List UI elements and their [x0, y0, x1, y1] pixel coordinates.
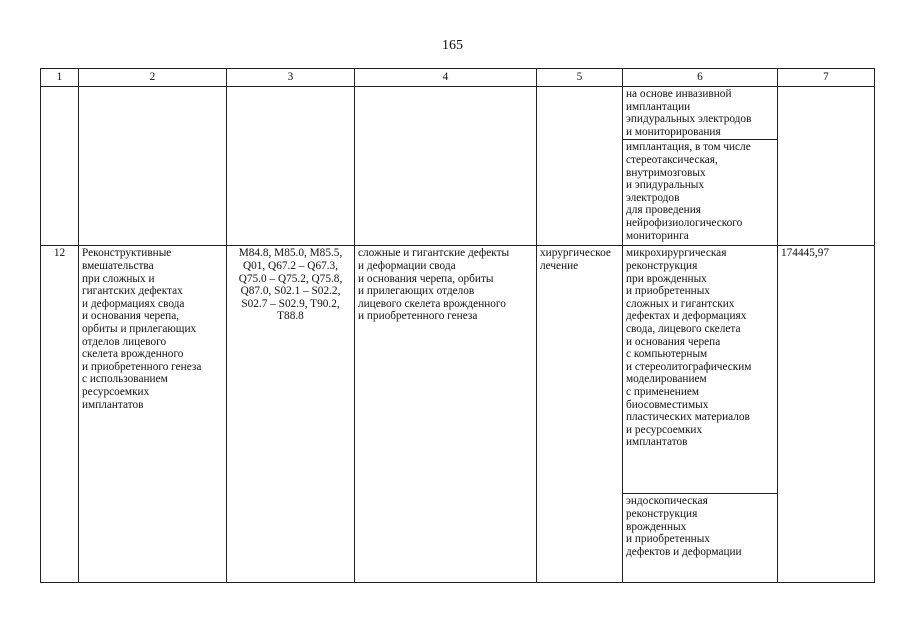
column-number-header-row: [41, 69, 875, 87]
empty-cost-cell: [778, 87, 875, 246]
medical-care-table: [40, 68, 875, 583]
empty-codes-cell: [227, 87, 355, 246]
column-header-7: 7: [778, 69, 875, 87]
method-cell: эндоскопическая реконструкция врожденных и приобретенных дефектов и деформации: [623, 494, 778, 583]
intervention-name-cell: Реконструктивные вмешательства при сложных и гигантских дефектах и деформациях свода и основания черепа, орбиты и прилегающих отделов лицевого скелета врожденного и приобретенного генеза с использованием ресурсоемких имплантатов: [79, 246, 227, 583]
method-cell: имплантация, в том числе стереотаксическая, внутримозговых и эпидуральных электродов для проведения нейрофизиологического мониторинга: [623, 140, 778, 246]
column-header-4: 4: [355, 69, 537, 87]
empty-model-cell: [355, 87, 537, 246]
method-cell: микрохирургическая реконструкция при врожденных и приобретенных сложных и гигантских дефектах и деформациях свода, лицевого скелета и основания черепа с компьютерным и стереолитографическим моделированием с применением биосовместимых пластических материалов и ресурсоемких имплантатов: [623, 246, 778, 494]
patient-model-cell: сложные и гигантские дефекты и деформации свода и основания черепа, орбиты и прилегающих отделов лицевого скелета врожденного и приобретенного генеза: [355, 246, 537, 583]
table-row-12: [41, 246, 875, 494]
page-number: 165: [442, 38, 463, 53]
column-header-5: 5: [537, 69, 623, 87]
empty-name-cell: [79, 87, 227, 246]
empty-treatment-cell: [537, 87, 623, 246]
icd-codes-cell: M84.8, M85.0, M85.5, Q01, Q67.2 – Q67.3, Q75.0 – Q75.2, Q75.8, Q87.0, S02.1 – S02.2, S02.7 – S02.9, T90.2, T88.8: [227, 246, 355, 583]
column-header-1: 1: [41, 69, 79, 87]
column-header-6: 6: [623, 69, 778, 87]
method-cell: на основе инвазивной имплантации эпидуральных электродов и мониторирования: [623, 87, 778, 140]
column-header-3: 3: [227, 69, 355, 87]
empty-num-cell: [41, 87, 79, 246]
continuation-row-1: [41, 87, 875, 140]
treatment-type-cell: хирургическое лечение: [537, 246, 623, 583]
row-number-cell: 12: [41, 246, 79, 583]
column-header-2: 2: [79, 69, 227, 87]
cost-cell: 174445,97: [778, 246, 875, 583]
